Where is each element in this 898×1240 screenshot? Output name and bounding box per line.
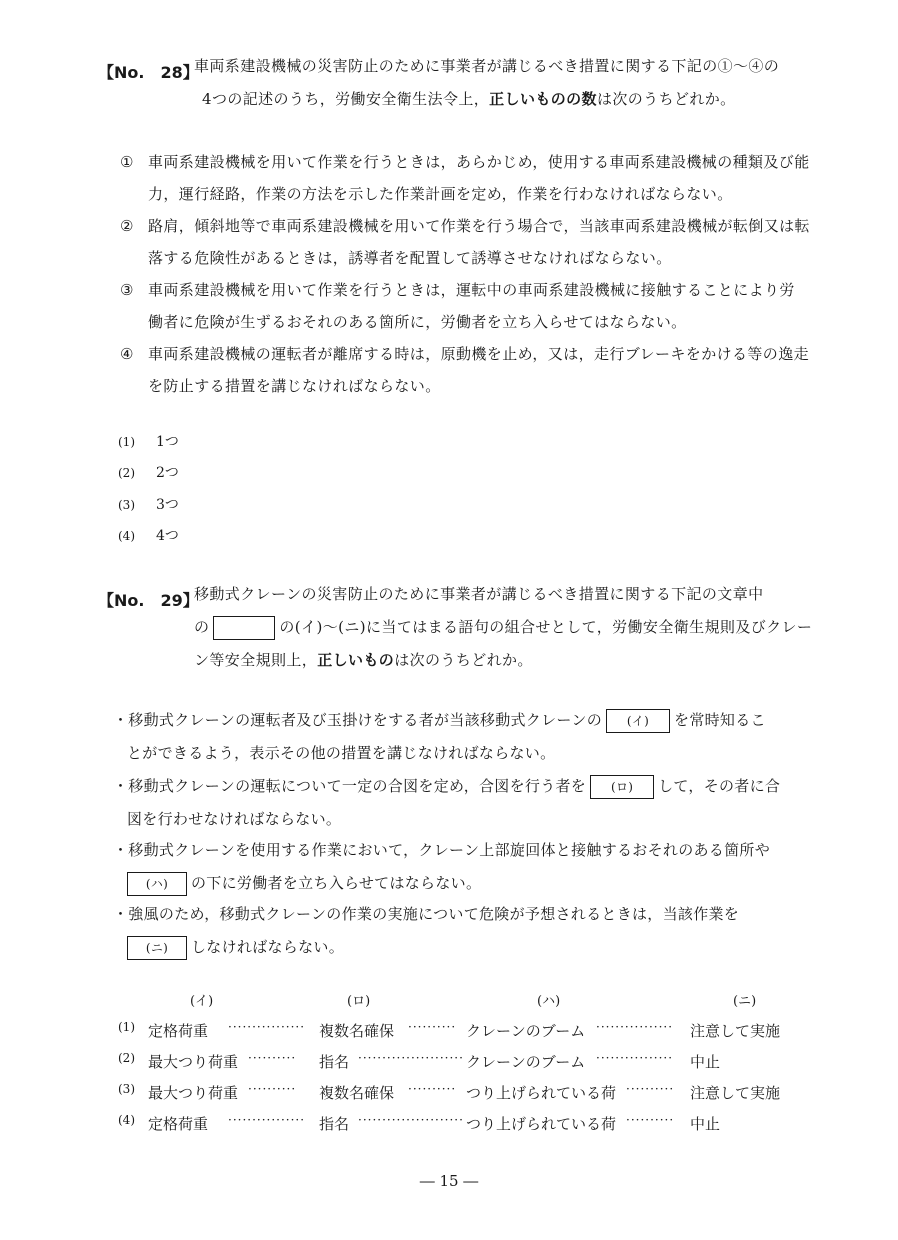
choice-text: 1つ <box>156 434 179 450</box>
leader-dots: ·········· <box>248 1051 297 1065</box>
cell-ni: 注意して実施 <box>690 1084 781 1102</box>
cell-ha: クレーンのブーム <box>466 1053 586 1071</box>
statement-text: 車両系建設機械を用いて作業を行うときは，運転中の車両系建設機械に接触することにより労働者に危険が生ずるおそれのある箇所に，労働者を立ち入らせてはならない。 <box>148 281 795 331</box>
blank-box <box>213 616 275 640</box>
cell-i: 最大つり荷重 <box>148 1084 239 1102</box>
bullet-4: ・強風のため，移動式クレーンの作業の実施について危険が予想されるときは，当該作業を (ニ) しなければならない。 <box>113 898 803 964</box>
column-header-i: (イ) <box>190 994 214 1009</box>
leader-dots: ················ <box>228 1020 306 1034</box>
leader-dots: ······················ <box>358 1113 464 1127</box>
statement-number: ① <box>120 153 134 171</box>
statement-text: 路肩，傾斜地等で車両系建設機械を用いて作業を行う場合で，当該車両系建設機械が転倒又は転落する危険性があるときは，誘導者を配置して誘導させなければならない。 <box>148 217 810 267</box>
question-28-text <box>194 50 814 116</box>
column-header-ha: (ハ) <box>537 994 561 1009</box>
cell-ro: 指名 <box>319 1053 350 1071</box>
cell-i: 定格荷重 <box>148 1022 209 1040</box>
blank-i-box: (イ) <box>606 709 670 733</box>
cell-ha: つり上げられている荷 <box>466 1115 617 1133</box>
statement-number: ③ <box>120 281 134 299</box>
statement-1 <box>120 146 810 210</box>
choice-number: (3) <box>118 498 135 512</box>
statement-text: 車両系建設機械を用いて作業を行うときは，あらかじめ，使用する車両系建設機械の種類及び能力，運行経路，作業の方法を示した作業計画を定め，作業を行わなければならない。 <box>148 153 810 203</box>
question-28-line1: 車両系建設機械の災害防止のために事業者が講じるべき措置に関する下記の①～④の <box>194 57 780 75</box>
cell-ni: 中止 <box>690 1115 721 1133</box>
cell-ha: クレーンのブーム <box>466 1022 586 1040</box>
column-header-ro: (ロ) <box>347 994 371 1009</box>
leader-dots: ················ <box>596 1020 674 1034</box>
question-29-line2: の の(イ)～(ニ)に当てはまる語句の組合せとして，労働安全衛生規則及びクレー <box>194 611 814 644</box>
cell-ro: 複数名確保 <box>319 1084 395 1102</box>
cell-i: 定格荷重 <box>148 1115 209 1133</box>
bullet-3: ・移動式クレーンを使用する作業において，クレーン上部旋回体と接触するおそれのある箇所や (ハ) の下に労働者を立ち入らせてはならない。 <box>113 834 803 900</box>
bullet-2: ・移動式クレーンの運転について一定の合図を定め，合図を行う者を (ロ) して，その者に合 図を行わせなければならない。 <box>113 777 781 828</box>
bullet-1: ・移動式クレーンの運転者及び玉掛けをする者が当該移動式クレーンの (イ) を常時知るこ とができるよう，表示その他の措置を講じなければならない。 <box>113 711 766 762</box>
cell-ro: 指名 <box>319 1115 350 1133</box>
statement-2 <box>120 210 810 274</box>
leader-dots: ······················ <box>358 1051 464 1065</box>
leader-dots: ·········· <box>626 1113 675 1127</box>
cell-ro: 複数名確保 <box>319 1022 395 1040</box>
statement-4 <box>120 338 810 402</box>
choice-number: (1) <box>118 435 135 449</box>
leader-dots: ·········· <box>248 1082 297 1096</box>
blank-ro-box: (ロ) <box>590 775 654 799</box>
question-29-line1: 移動式クレーンの災害防止のために事業者が講じるべき措置に関する下記の文章中 <box>194 585 764 603</box>
answer-choice-2[interactable] <box>118 462 179 482</box>
answer-choice-4[interactable] <box>118 525 179 545</box>
column-header-ni: (ニ) <box>733 994 757 1009</box>
row-number: (2) <box>118 1051 135 1065</box>
statement-text: 車両系建設機械の運転者が離席する時は，原動機を止め，又は，走行ブレーキをかける等の逸走を防止する措置を講じなければならない。 <box>148 345 810 395</box>
cell-ha: つり上げられている荷 <box>466 1084 617 1102</box>
choice-number: (4) <box>118 529 135 543</box>
statement-number: ② <box>120 217 134 235</box>
choice-number: (2) <box>118 466 135 480</box>
leader-dots: ·········· <box>408 1082 457 1096</box>
row-number: (1) <box>118 1020 135 1034</box>
blank-ha-box: (ハ) <box>127 872 187 896</box>
answer-choice-3[interactable] <box>118 494 179 514</box>
answer-choice-1[interactable] <box>118 431 179 451</box>
statement-3 <box>120 274 810 338</box>
cell-ni: 注意して実施 <box>690 1022 781 1040</box>
cell-ni: 中止 <box>690 1053 721 1071</box>
leader-dots: ·········· <box>408 1020 457 1034</box>
row-number: (3) <box>118 1082 135 1096</box>
question-28-line2: 4つの記述のうち，労働安全衛生法令上，正しいものの数は次のうちどれか。 <box>202 90 736 108</box>
question-29-number: 【No. 29】 <box>98 591 199 610</box>
question-28-number: 【No. 28】 <box>98 63 199 82</box>
statement-number: ④ <box>120 345 134 363</box>
blank-ni-box: (ニ) <box>127 936 187 960</box>
page-number: ― 15 ― <box>419 1172 479 1190</box>
choice-text: 4つ <box>156 528 179 544</box>
row-number: (4) <box>118 1113 135 1127</box>
choice-text: 3つ <box>156 497 179 513</box>
cell-i: 最大つり荷重 <box>148 1053 239 1071</box>
question-29-text <box>194 578 814 677</box>
question-29-line3: ン等安全規則上，正しいものは次のうちどれか。 <box>194 651 533 669</box>
leader-dots: ················ <box>228 1113 306 1127</box>
choice-text: 2つ <box>156 465 179 481</box>
leader-dots: ·········· <box>626 1082 675 1096</box>
leader-dots: ················ <box>596 1051 674 1065</box>
